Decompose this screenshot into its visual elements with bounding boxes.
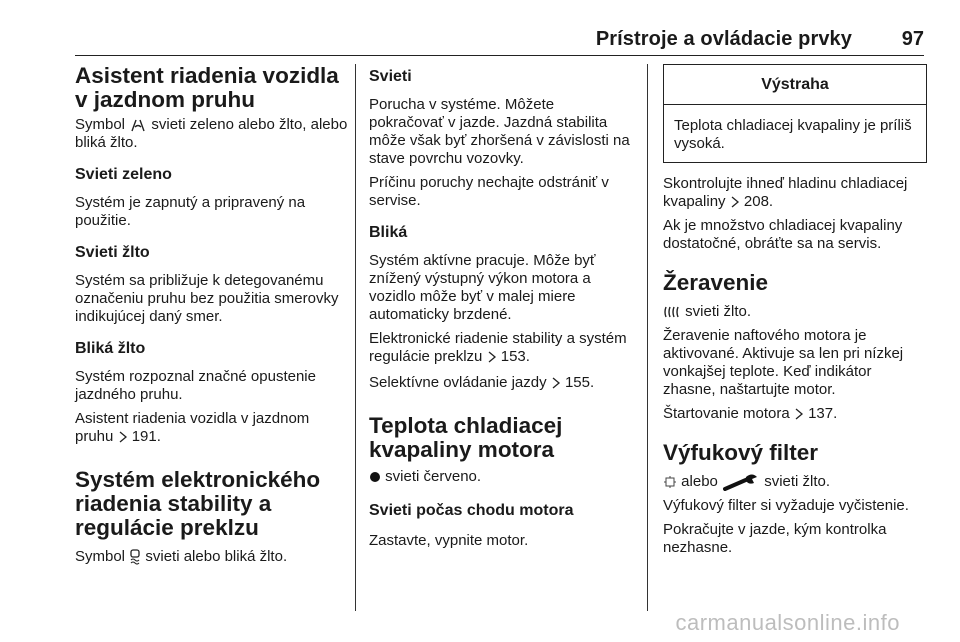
reference-paragraph <box>369 330 631 366</box>
lane-symbol-paragraph <box>75 116 350 152</box>
page-reference[interactable]: 153. <box>500 348 530 365</box>
paragraph: Žeravenie naftového motora je aktivované. Aktivuje sa len pri nízkej vonkajšej teplote. Keď indikátor zhasne, naštartujte motor. <box>663 327 904 398</box>
paragraph: Systém je zapnutý a pripravený na použitie. <box>75 194 306 229</box>
paragraph: Zastavte, vypnite motor. <box>369 532 529 549</box>
heading-lane-assist: Asistent riadenia vozidla v jazdnom pruhu <box>75 63 339 112</box>
reference-paragraph <box>663 405 928 423</box>
lane-assist-icon <box>129 118 147 132</box>
text: Skontrolujte ihneď hladinu chladiacej kvapaliny <box>663 175 908 210</box>
page-reference[interactable]: 155. <box>564 374 595 391</box>
glow-plug-icon <box>663 305 681 319</box>
filled-dot-icon <box>369 471 381 483</box>
text: Symbol <box>75 548 126 565</box>
text: Selektívne ovládanie jazdy <box>369 374 547 391</box>
text: svieti žlto. <box>685 303 752 320</box>
page-reference[interactable]: 137. <box>808 405 838 422</box>
wrench-icon <box>722 473 760 491</box>
heading-glow: Žeravenie <box>663 270 769 295</box>
page-reference-arrow-icon <box>551 377 561 389</box>
watermark: carmanualsonline.info <box>675 610 900 635</box>
glow-symbol-paragraph <box>663 303 928 321</box>
coolant-symbol-paragraph <box>369 468 631 486</box>
page-reference-arrow-icon <box>730 196 740 208</box>
page-reference[interactable]: 191. <box>131 428 161 445</box>
column-1 <box>75 64 350 566</box>
text: svieti žlto. <box>764 473 831 490</box>
paragraph: Porucha v systéme. Môžete pokračovať v jazde. Jazdná stabilita môže však byť zhoršená v závislosti na stave povrchu vozovky. <box>369 96 630 167</box>
warning-box <box>663 64 927 163</box>
text: Elektronické riadenie stability a systém regulácie preklzu <box>369 330 627 365</box>
text: Symbol <box>75 116 126 133</box>
paragraph: Ak je množstvo chladiacej kvapaliny dostatočné, obráťte sa na servis. <box>663 217 903 252</box>
text: svieti červeno. <box>385 468 482 485</box>
heading-esc: Systém elektronického riadenia stability a regulácie preklzu <box>75 467 321 540</box>
header-rule <box>75 55 924 56</box>
column-3 <box>663 64 928 557</box>
subheading-yellow: Svieti žlto <box>75 244 150 261</box>
warning-title: Výstraha <box>664 65 926 105</box>
filter-symbol-paragraph <box>663 473 928 491</box>
text: svieti alebo bliká žlto. <box>145 548 288 565</box>
paragraph: Výfukový filter si vyžaduje vyčistenie. <box>663 497 909 515</box>
text: Štartovanie motora <box>663 405 790 422</box>
page-reference-arrow-icon <box>118 431 128 443</box>
esc-skid-car-icon <box>129 549 141 565</box>
text: svieti zeleno alebo žlto, alebo bliká žlto. <box>75 116 348 151</box>
page-reference-arrow-icon <box>487 351 497 363</box>
paragraph: Systém rozpoznal značné opustenie jazdného pruhu. <box>75 368 316 403</box>
column-divider <box>355 64 356 611</box>
reference-paragraph <box>369 374 631 392</box>
page-reference-arrow-icon <box>794 408 804 420</box>
page-reference[interactable]: 208. <box>743 193 774 210</box>
warning-text: Teplota chladiacej kvapaliny je príliš vysoká. <box>674 117 912 152</box>
paragraph: Pokračujte v jazde, kým kontrolka nezhasne. <box>663 521 887 557</box>
subheading-green: Svieti zeleno <box>75 166 172 183</box>
text: alebo <box>681 473 718 490</box>
column-divider <box>647 64 648 611</box>
paragraph: Systém sa približuje k detegovanému označeniu pruhu bez použitia smerovky indikujúcej daný smer. <box>75 272 339 325</box>
paragraph: Príčinu poruchy nechajte odstrániť v servise. <box>369 174 609 209</box>
heading-exhaust-filter: Výfukový filter <box>663 440 819 465</box>
page-header <box>0 28 960 54</box>
paragraph: Systém aktívne pracuje. Môže byť znížený výstupný výkon motora a vozidlo môže byť v malej miere automaticky brzdené. <box>369 252 596 323</box>
subheading-running: Svieti počas chodu motora <box>369 502 574 519</box>
esc-symbol-paragraph <box>75 548 350 566</box>
reference-paragraph <box>663 175 928 211</box>
column-2 <box>369 64 631 550</box>
exhaust-filter-icon <box>663 475 677 489</box>
subheading-lights: Svieti <box>369 68 412 85</box>
reference-paragraph <box>75 410 350 446</box>
subheading-blinks: Bliká <box>369 224 408 241</box>
heading-coolant: Teplota chladiacej kvapaliny motora <box>369 413 563 462</box>
subheading-blinks: Bliká žlto <box>75 340 146 357</box>
section-title: Prístroje a ovládacie prvky <box>595 28 852 50</box>
text: Asistent riadenia vozidla v jazdnom pruhu <box>75 410 310 445</box>
page-number: 97 <box>901 28 924 50</box>
